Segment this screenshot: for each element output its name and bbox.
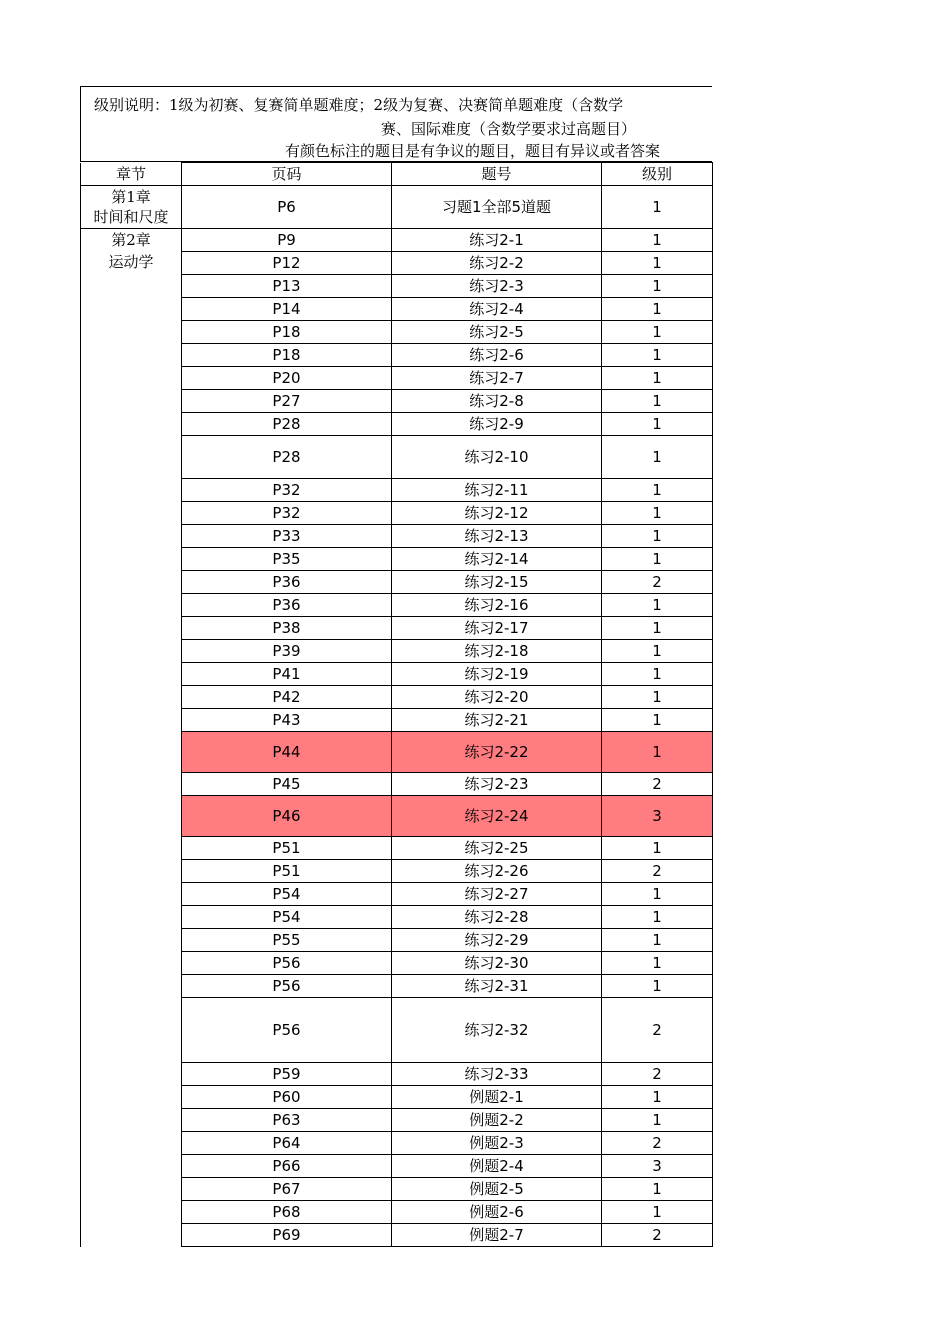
- page-cell: P42: [182, 686, 392, 709]
- item-cell: 练习2-33: [392, 1063, 602, 1086]
- level-cell: 1: [602, 883, 713, 906]
- level-cell: 1: [602, 640, 713, 663]
- page-cell: P44: [182, 732, 392, 773]
- page-cell: P68: [182, 1201, 392, 1224]
- page-cell: P35: [182, 548, 392, 571]
- level-cell: 1: [602, 929, 713, 952]
- page-cell: P59: [182, 1063, 392, 1086]
- level-cell: 3: [602, 796, 713, 837]
- page-cell: P51: [182, 837, 392, 860]
- item-cell: 练习2-10: [392, 436, 602, 479]
- item-cell: 练习2-9: [392, 413, 602, 436]
- item-cell: 练习2-8: [392, 390, 602, 413]
- page-cell: P56: [182, 998, 392, 1063]
- item-cell: 练习2-24: [392, 796, 602, 837]
- level-cell: 1: [602, 952, 713, 975]
- page-cell: P33: [182, 525, 392, 548]
- item-cell: 练习2-23: [392, 773, 602, 796]
- header-level: 级别: [602, 163, 713, 186]
- page-cell: P67: [182, 1178, 392, 1201]
- level-cell: 1: [602, 709, 713, 732]
- level-cell: 1: [602, 1086, 713, 1109]
- item-cell: 练习2-7: [392, 367, 602, 390]
- item-cell: 练习2-2: [392, 252, 602, 275]
- item-cell: 练习2-26: [392, 860, 602, 883]
- item-cell: 例题2-1: [392, 1086, 602, 1109]
- page-cell: P55: [182, 929, 392, 952]
- chapter1-cell: [81, 186, 182, 229]
- level-cell: 1: [602, 344, 713, 367]
- item-cell: 练习2-21: [392, 709, 602, 732]
- item-cell: 例题2-5: [392, 1178, 602, 1201]
- level-cell: 1: [602, 321, 713, 344]
- level-cell: 1: [602, 229, 713, 252]
- header-item: 题号: [392, 163, 602, 186]
- level-cell: 3: [602, 1155, 713, 1178]
- page-cell: P32: [182, 502, 392, 525]
- chapter1-name: 第1章: [111, 188, 151, 206]
- page-cell: P43: [182, 709, 392, 732]
- chapter1-sub: 时间和尺度: [93, 208, 169, 226]
- chapter2-cell: [81, 229, 182, 1247]
- page-cell: P64: [182, 1132, 392, 1155]
- page-cell: P38: [182, 617, 392, 640]
- page-cell: P32: [182, 479, 392, 502]
- header-chapter: 章节: [81, 163, 182, 186]
- item-cell: 练习2-11: [392, 479, 602, 502]
- header-row: [81, 163, 713, 186]
- page-cell: P60: [182, 1086, 392, 1109]
- level-cell: 1: [602, 975, 713, 998]
- level-cell: 2: [602, 998, 713, 1063]
- level-cell: 1: [602, 525, 713, 548]
- item-cell: 练习2-27: [392, 883, 602, 906]
- item-cell: 练习2-1: [392, 229, 602, 252]
- level-cell: 1: [602, 436, 713, 479]
- level-cell: 2: [602, 773, 713, 796]
- item-cell: 例题2-2: [392, 1109, 602, 1132]
- page-cell: P20: [182, 367, 392, 390]
- page-cell: P28: [182, 413, 392, 436]
- level-cell: 1: [602, 413, 713, 436]
- level-cell: 2: [602, 860, 713, 883]
- item-cell: 练习2-3: [392, 275, 602, 298]
- item-cell: 例题2-7: [392, 1224, 602, 1247]
- item-cell: 练习2-22: [392, 732, 602, 773]
- level-cell: 1: [602, 686, 713, 709]
- item-cell: 例题2-4: [392, 1155, 602, 1178]
- item-cell: 练习2-30: [392, 952, 602, 975]
- notes-line-3: 有颜色标注的题目是有争议的题目，题目有异议或者答案: [285, 142, 661, 160]
- page-cell: P69: [182, 1224, 392, 1247]
- page-cell: P45: [182, 773, 392, 796]
- page-cell: P36: [182, 571, 392, 594]
- page-cell: P12: [182, 252, 392, 275]
- header-page: 页码: [182, 163, 392, 186]
- item-cell: 练习2-15: [392, 571, 602, 594]
- page-cell: P18: [182, 321, 392, 344]
- item-cell: 练习2-19: [392, 663, 602, 686]
- item-cell: 练习2-20: [392, 686, 602, 709]
- notes-line-1: 级别说明：1级为初赛、复赛简单题难度；2级为复赛、决赛简单题难度（含数学: [94, 96, 624, 114]
- item-cell: 例题2-3: [392, 1132, 602, 1155]
- page-cell: P13: [182, 275, 392, 298]
- level-cell: 1: [602, 298, 713, 321]
- page-cell: P36: [182, 594, 392, 617]
- level-cell: 2: [602, 1132, 713, 1155]
- page-cell: P66: [182, 1155, 392, 1178]
- item-cell: 练习2-32: [392, 998, 602, 1063]
- level-cell: 1: [602, 1201, 713, 1224]
- level-cell: 2: [602, 1224, 713, 1247]
- item-cell: 例题2-6: [392, 1201, 602, 1224]
- page-cell: P46: [182, 796, 392, 837]
- page-cell: P14: [182, 298, 392, 321]
- page-cell: P56: [182, 952, 392, 975]
- item-cell: 练习2-18: [392, 640, 602, 663]
- chapter2-name: 第2章: [111, 231, 151, 249]
- item-cell: 习题1全部5道题: [392, 186, 602, 229]
- item-cell: 练习2-12: [392, 502, 602, 525]
- item-cell: 练习2-17: [392, 617, 602, 640]
- spreadsheet: [80, 86, 712, 1247]
- level-notes: [80, 86, 712, 162]
- level-cell: 1: [602, 479, 713, 502]
- level-cell: 2: [602, 571, 713, 594]
- notes-line-2: 赛、国际难度（含数学要求过高题目）: [381, 120, 637, 138]
- page-cell: P9: [182, 229, 392, 252]
- level-cell: 1: [602, 186, 713, 229]
- level-cell: 1: [602, 617, 713, 640]
- item-cell: 练习2-31: [392, 975, 602, 998]
- level-cell: 1: [602, 663, 713, 686]
- level-cell: 1: [602, 1178, 713, 1201]
- chapter2-sub: 运动学: [108, 253, 154, 271]
- page-cell: P51: [182, 860, 392, 883]
- exercise-table: [80, 162, 713, 1247]
- level-cell: 1: [602, 1109, 713, 1132]
- item-cell: 练习2-5: [392, 321, 602, 344]
- item-cell: 练习2-4: [392, 298, 602, 321]
- item-cell: 练习2-16: [392, 594, 602, 617]
- page-cell: P41: [182, 663, 392, 686]
- level-cell: 1: [602, 275, 713, 298]
- item-cell: 练习2-29: [392, 929, 602, 952]
- level-cell: 1: [602, 252, 713, 275]
- item-cell: 练习2-14: [392, 548, 602, 571]
- level-cell: 1: [602, 906, 713, 929]
- page-cell: P27: [182, 390, 392, 413]
- page-cell: P6: [182, 186, 392, 229]
- page-cell: P63: [182, 1109, 392, 1132]
- level-cell: 1: [602, 548, 713, 571]
- level-cell: 1: [602, 594, 713, 617]
- level-cell: 1: [602, 837, 713, 860]
- page-cell: P54: [182, 883, 392, 906]
- level-cell: 1: [602, 732, 713, 773]
- chapter1-row: [81, 186, 713, 229]
- page-cell: P18: [182, 344, 392, 367]
- page-cell: P54: [182, 906, 392, 929]
- level-cell: 1: [602, 367, 713, 390]
- page-cell: P56: [182, 975, 392, 998]
- item-cell: 练习2-25: [392, 837, 602, 860]
- item-cell: 练习2-6: [392, 344, 602, 367]
- item-cell: 练习2-13: [392, 525, 602, 548]
- page-cell: P28: [182, 436, 392, 479]
- table-row: [81, 229, 713, 252]
- level-cell: 1: [602, 502, 713, 525]
- level-cell: 1: [602, 390, 713, 413]
- item-cell: 练习2-28: [392, 906, 602, 929]
- page-cell: P39: [182, 640, 392, 663]
- level-cell: 2: [602, 1063, 713, 1086]
